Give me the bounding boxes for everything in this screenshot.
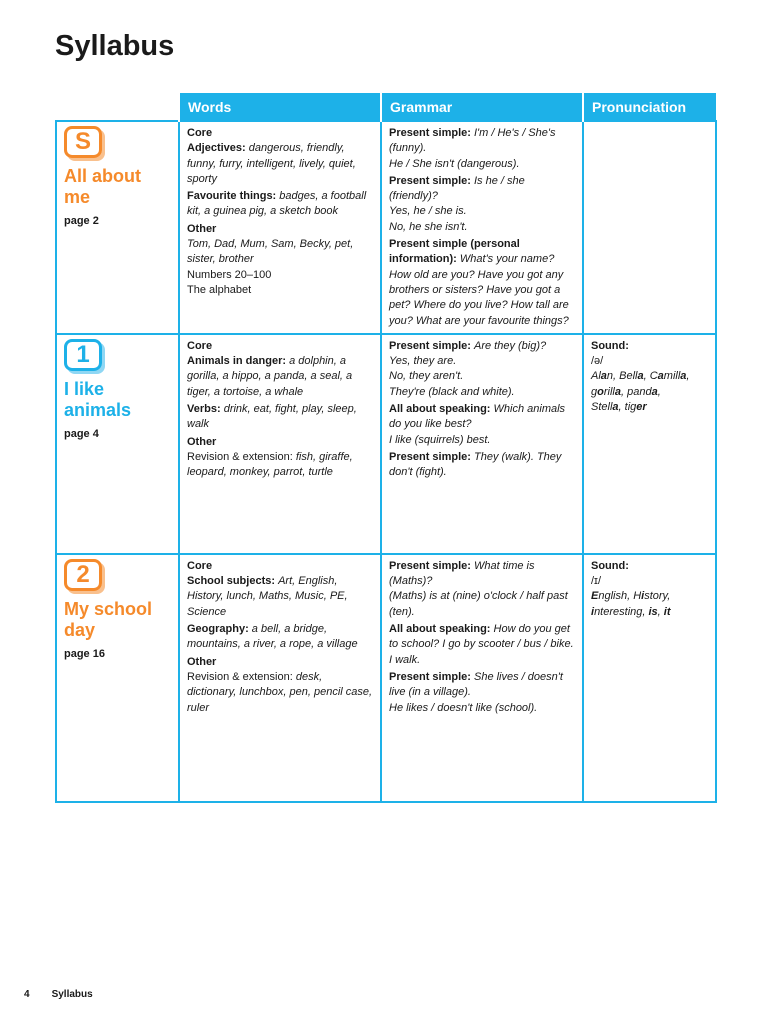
unit-badge: S	[64, 126, 102, 158]
header-blank	[56, 93, 179, 121]
grammar-cell: Present simple: I'm / He's / She's (funny). He / She isn't (dangerous). Present simple: Is he / she (friendly)? Yes, he / she is. No, he she isn't. Present simple (personal information): What's your name? How old are you? Have you got any brothers or sisters? Have you got a pet? Where do you live? How tall are you? What are your favourite things?	[381, 121, 583, 334]
unit-badge: 2	[64, 559, 102, 591]
table-row	[56, 554, 716, 802]
page-title: Syllabus	[55, 30, 175, 62]
unit-page: page 2	[64, 215, 99, 227]
table-header-row	[56, 93, 716, 121]
grammar-cell: Present simple: What time is (Maths)? (Maths) is at (nine) o'clock / half past (ten). All about speaking: How do you get to school? I go by scooter / bus / bike. I walk. Present simple: She lives / doesn't live (in a village). He likes / doesn't like (school).	[381, 554, 583, 802]
table-row	[56, 334, 716, 554]
unit-page: page 16	[64, 647, 105, 660]
syllabus-table	[55, 93, 717, 803]
footer-label: Syllabus	[51, 989, 93, 1000]
unit-cell-1	[56, 334, 179, 554]
pronunciation-cell: Sound: /ə/ Alan, Bella, Camilla, gorilla, panda, Stella, tiger	[583, 334, 716, 554]
header-words: Words	[179, 93, 381, 121]
page-number: 4	[24, 989, 30, 1000]
table-row	[56, 121, 716, 334]
header-grammar: Grammar	[381, 93, 583, 121]
unit-title: All about me	[64, 166, 141, 207]
pronunciation-cell: Sound: /ɪ/ English, History, interesting, is, it	[583, 554, 716, 802]
unit-title: My school day	[64, 598, 153, 640]
unit-title: I like animals	[64, 378, 132, 420]
unit-badge: 1	[64, 339, 102, 371]
unit-cell-starter	[56, 121, 179, 334]
grammar-cell: Present simple: Are they (big)? Yes, they are. No, they aren't. They're (black and white). All about speaking: Which animals do you like best? I like (squirrels) best. Present simple: They (walk). They don't (fight).	[381, 334, 583, 554]
unit-page: page 4	[64, 427, 99, 440]
pronunciation-cell	[583, 121, 716, 334]
words-cell: Core Adjectives: dangerous, friendly, funny, furry, intelligent, lively, quiet, sporty Favourite things: badges, a football kit, a guinea pig, a sketch book Other Tom, Dad, Mum, Sam, Becky, pet, sister, brother Numbers 20–100 The alphabet	[179, 121, 381, 334]
words-cell: Core Animals in danger: a dolphin, a gorilla, a hippo, a panda, a seal, a tiger, a tortoise, a whale Verbs: drink, eat, fight, play, sleep, walk Other Revision & extension: fish, giraffe, leopard, monkey, parrot, turtle	[179, 334, 381, 554]
header-pronunciation: Pronunciation	[583, 93, 716, 121]
page-footer	[24, 989, 115, 1000]
unit-cell-2	[56, 554, 179, 802]
words-cell: Core School subjects: Art, English, History, lunch, Maths, Music, PE, Science Geography: a bell, a bridge, mountains, a river, a rope, a village Other Revision & extension: desk, dictionary, lunchbox, pen, pencil case, ruler	[179, 554, 381, 802]
